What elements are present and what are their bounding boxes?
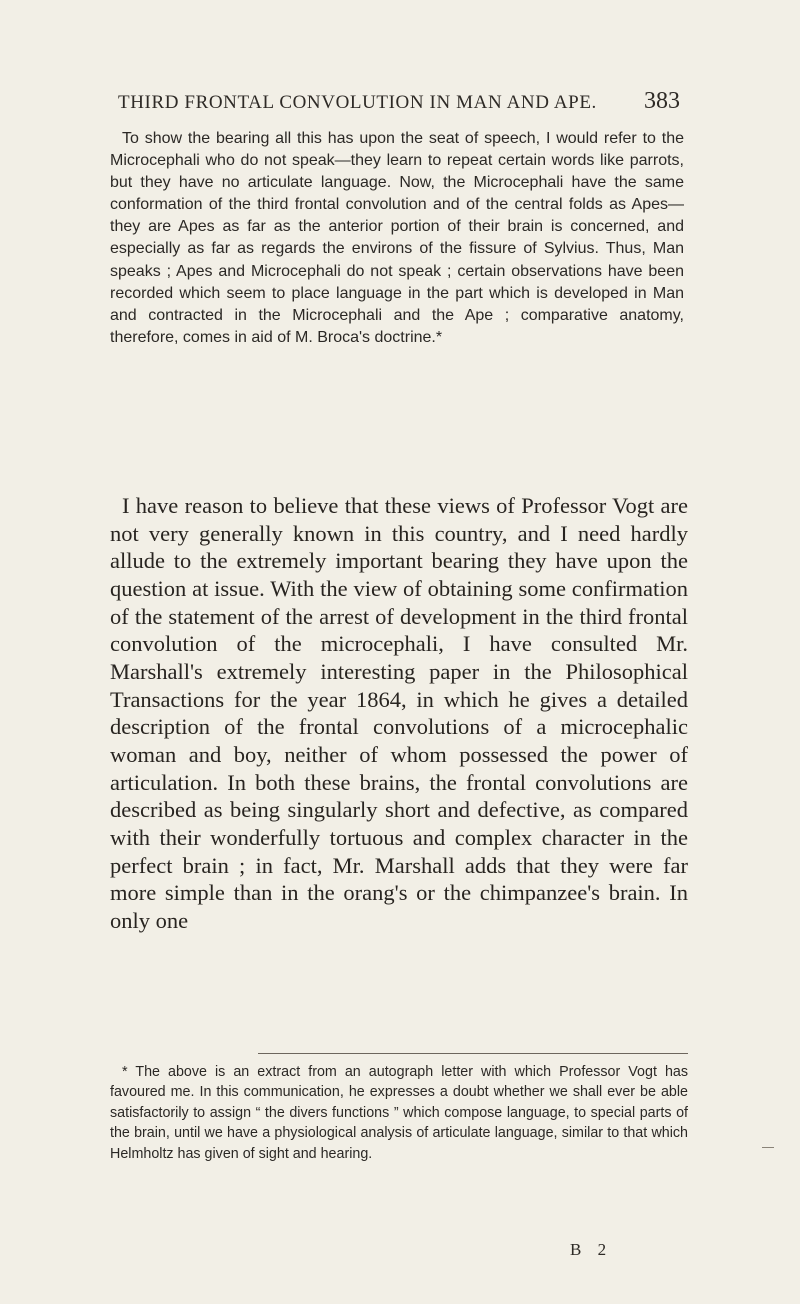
main-paragraph: I have reason to believe that these views of Professor Vogt are not very generally known in this country, and I need hardly allude to the extremely important bearing they have upon the question at issue. With the view of obtaining some confirmation of the statement of the arrest of development in the third frontal convolution of the microcephali, I have consulted Mr. Marshall's extremely interesting paper in the Philosophical Transactions for the year 1864, in which he gives a detailed description of the frontal convolutions of a microcephalic woman and boy, neither of whom possessed the power of articulation. In both these brains, the frontal convolutions are described as being singularly short and defective, as compared with their wonderfully tortuous and complex character in the perfect brain ; in fact, Mr. Marshall adds that they were far more simple than in the orang's or the chimpanzee's brain. In only one	[110, 493, 688, 933]
quoted-paragraph: To show the bearing all this has upon the seat of speech, I would refer to the Microcephali who do not speak—they learn to repeat certain words like parrots, but they have no articulate language. Now, the Microcephali have the same conformation of the third frontal convolution and of the central folds as Apes—they are Apes as far as the anterior portion of their brain is concerned, and especially as far as regards the environs of the fissure of Sylvius. Thus, Man speaks ; Apes and Microcephali do not speak ; certain observations have been recorded which seem to place language in the part which is developed in Man and contracted in the Microcephali and the Ape ; comparative anatomy, therefore, comes in aid of M. Broca's doctrine.*	[110, 130, 684, 346]
running-title: THIRD FRONTAL CONVOLUTION IN MAN AND APE.	[118, 92, 597, 113]
signature-mark: B 2	[570, 1240, 613, 1259]
page-number: 383	[644, 88, 680, 114]
footnote-rule	[258, 1053, 688, 1054]
margin-dash	[762, 1147, 774, 1148]
footnote: * The above is an extract from an autograph letter with which Professor Vogt has favoured me. In this communication, he expresses a doubt whether we shall ever be able satisfactorily to assign “ the divers functions ” which compose language, to special parts of the brain, until we have a physiological analysis of articulate language, similar to that which Helmholtz has given of sight and hearing.	[110, 1064, 688, 1162]
running-header	[118, 88, 680, 115]
